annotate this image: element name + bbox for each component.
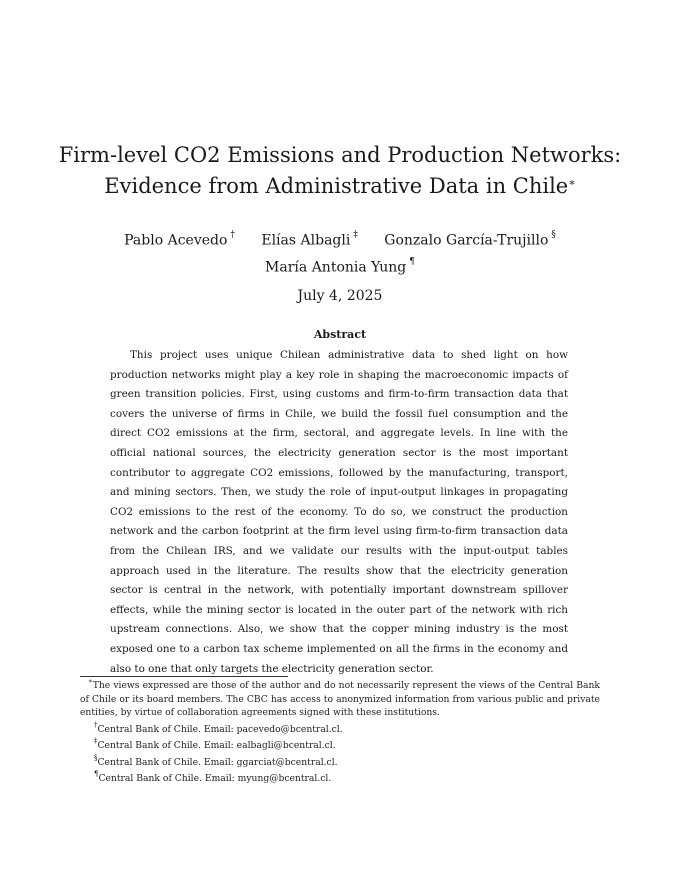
title-line-2 xyxy=(40,171,640,202)
footnote-mark: § xyxy=(94,753,98,762)
footnote-text: Central Bank of Chile. Email: pacevedo@bcentral.cl. xyxy=(97,723,343,735)
author-name: Elías Albagli xyxy=(261,232,351,249)
authors-line-1 xyxy=(40,228,640,250)
footnote-acevedo xyxy=(80,720,600,737)
footnote-text: Central Bank of Chile. Email: ealbagli@bcentral.cl. xyxy=(97,740,336,752)
footnote-garcia-trujillo xyxy=(80,753,600,770)
title-line-2-text: Evidence from Administrative Data in Chile xyxy=(104,174,569,198)
publication-date: July 4, 2025 xyxy=(297,288,383,304)
author-name: Gonzalo García-Trujillo xyxy=(384,232,549,249)
footnote-mark: † xyxy=(94,720,98,729)
footnote-mark: ‡ xyxy=(94,737,98,746)
author-mark: † xyxy=(230,230,235,240)
footnote-albagli xyxy=(80,736,600,753)
paper-title xyxy=(40,140,640,202)
footnote-text: Central Bank of Chile. Email: myung@bcentral.cl. xyxy=(98,773,332,785)
author-mark: § xyxy=(551,230,556,240)
footnote-mark: ¶ xyxy=(94,770,99,779)
footnote-text: The views expressed are those of the author and do not necessarily represent the views of the Central Bank of Chile or its board members. The CBC has access to anonymized information from various public and private entities, by virtue of collaboration agreements signed with these institutions. xyxy=(80,680,600,719)
author-name: Pablo Acevedo xyxy=(124,232,228,249)
author-acevedo xyxy=(124,228,235,250)
footnote-yung xyxy=(80,769,600,786)
author-mark: ¶ xyxy=(409,257,415,267)
title-line-1: Firm-level CO2 Emissions and Production Networks: xyxy=(58,143,622,167)
footnote-text: Central Bank of Chile. Email: ggarciat@bcentral.cl. xyxy=(97,756,338,768)
abstract-text: This project uses unique Chilean administrative data to shed light on how production networks might play a key role in shaping the macroeconomic impacts of green transition policies. First, using customs and firm-to-firm transaction data that covers the universe of firms in Chile, we build the fossil fuel consumption and the direct CO2 emissions at the firm, sectoral, and aggregate levels. In line with the official national sources, the electricity generation sector is the most important contributor to aggregate CO2 emissions, followed by the manufacturing, transport, and mining sectors. Then, we study the role of input-output linkages in propagating CO2 emissions to the rest of the economy. To do so, we construct the production network and the carbon footprint at the firm level using firm-to-firm transaction data from the Chilean IRS, and we validate our results with the input-output tables approach used in the literature. The results show that the electricity generation sector is central in the network, with potentially important downstream spillover effects, while the mining sector is located in the outer part of the network with rich upstream connections. Also, we show that the copper mining industry is the most exposed one to a carbon tax scheme implemented on all the firms in the economy and also to one that only targets the electricity generation sector. xyxy=(110,349,568,675)
author-name: María Antonia Yung xyxy=(265,259,407,276)
author-mark: ‡ xyxy=(353,230,358,240)
footnote-mark: ∗ xyxy=(88,677,93,685)
author-yung xyxy=(265,255,415,277)
title-footnote-marker: ∗ xyxy=(568,176,576,189)
author-albagli xyxy=(261,228,357,250)
footnotes xyxy=(80,676,600,786)
footnote-disclaimer xyxy=(80,676,600,720)
authors-line-2 xyxy=(40,255,640,277)
author-garcia-trujillo xyxy=(384,228,556,250)
abstract-heading: Abstract xyxy=(313,328,367,341)
